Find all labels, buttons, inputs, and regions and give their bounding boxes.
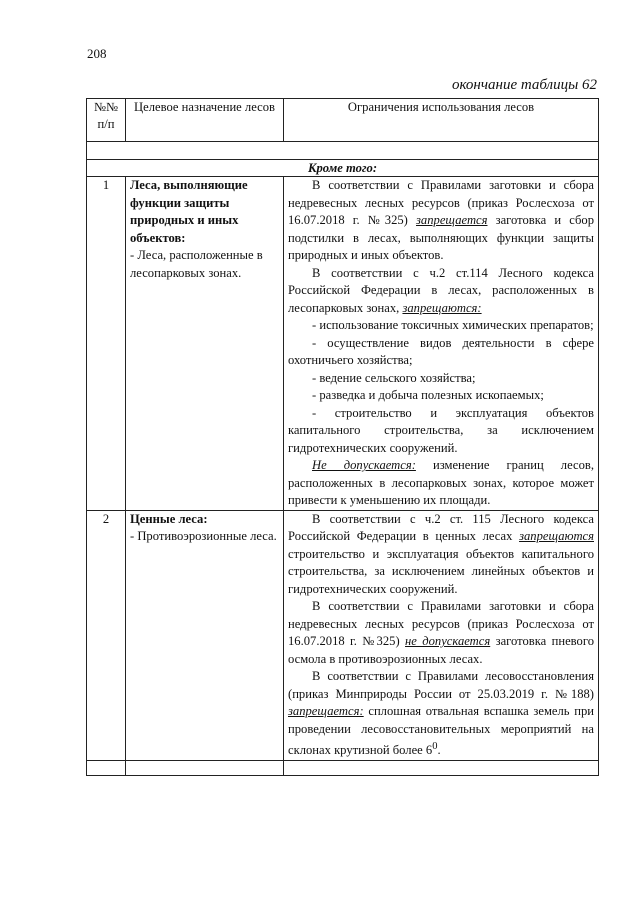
- restriction-item: - осуществление видов деятельности в сфере охотничьего хозяйства;: [288, 335, 594, 367]
- restrictions-cell: [284, 177, 599, 511]
- purpose-sub: - Леса, расположенные в лесопарковых зонах.: [130, 248, 263, 280]
- restriction-paragraph: В соответствии с Правилами заготовки и сбора недревесных лесных ресурсов (приказ Рослесхоза от 16.07.2018 г. №325) не допускается заготовка пневого осмола в противоэрозионных лесах.: [288, 599, 594, 666]
- table-row: [87, 510, 599, 760]
- empty-row: [87, 142, 599, 160]
- restriction-item: - использование токсичных химических препаратов;: [312, 318, 594, 332]
- table-header-row: [87, 99, 599, 142]
- restriction-item: - строительство и эксплуатация объектов капитального строительства, за исключением гидротехнических сооружений.: [288, 405, 594, 455]
- restrictions-cell: [284, 510, 599, 760]
- restriction-paragraph: Не допускается: изменение границ лесов, расположенных в лесопарковых зонах, которое может привести к уменьшению их площади.: [288, 458, 594, 507]
- subheading-row: [87, 160, 599, 177]
- restriction-paragraph: В соответствии с Правилами лесовосстановления (приказ Минприроды России от 25.03.2019 г. №188) запрещается: сплошная отвальная вспашка земель при проведении лесовосстановительных мероприятий на склонах крутизной более $6^0$.: [288, 669, 594, 758]
- empty-row: [87, 760, 599, 775]
- restriction-paragraph: В соответствии с ч.2 ст.114 Лесного кодекса Российской Федерации в лесах, расположенных в лесопарковых зонах, запрещаются:: [288, 265, 594, 315]
- table-row: [87, 177, 599, 511]
- header-restrictions: Ограничения использования лесов: [284, 99, 599, 142]
- purpose-cell: [126, 510, 284, 760]
- table-caption: окончание таблицы 62: [451, 77, 597, 93]
- restriction-paragraph: В соответствии с ч.2 ст. 115 Лесного кодекса Российской Федерации в ценных лесах запрещаются строительство и эксплуатация объектов капитального строительства, за исключением линейных объектов и гидротехнических сооружений.: [288, 511, 594, 596]
- purpose-title: Ценные леса:: [130, 511, 208, 526]
- row-number: 1: [87, 177, 126, 511]
- restrictions-table: [86, 98, 599, 776]
- row-number: 2: [87, 510, 126, 760]
- header-purpose: Целевое назначение лесов: [126, 99, 284, 142]
- restriction-paragraph: В соответствии с Правилами заготовки и сбора недревесных лесных ресурсов (приказ Рослесхоза от 16.07.2018 г. №325) запрещается заготовка и сбор подстилки в лесах, выполняющих функции защиты природных и иных объектов.: [288, 178, 594, 262]
- restriction-item: - ведение сельского хозяйства;: [312, 370, 476, 385]
- page-number: 208: [87, 46, 107, 61]
- purpose-sub: - Противоэрозионные леса.: [130, 529, 277, 543]
- subheading: Кроме того:: [87, 160, 599, 177]
- purpose-cell: [126, 177, 284, 511]
- purpose-title: Леса, выполняющие функции защиты природных и иных объектов:: [130, 178, 248, 245]
- header-num: №№ п/п: [87, 99, 126, 142]
- restriction-item: - разведка и добыча полезных ископаемых;: [312, 388, 544, 402]
